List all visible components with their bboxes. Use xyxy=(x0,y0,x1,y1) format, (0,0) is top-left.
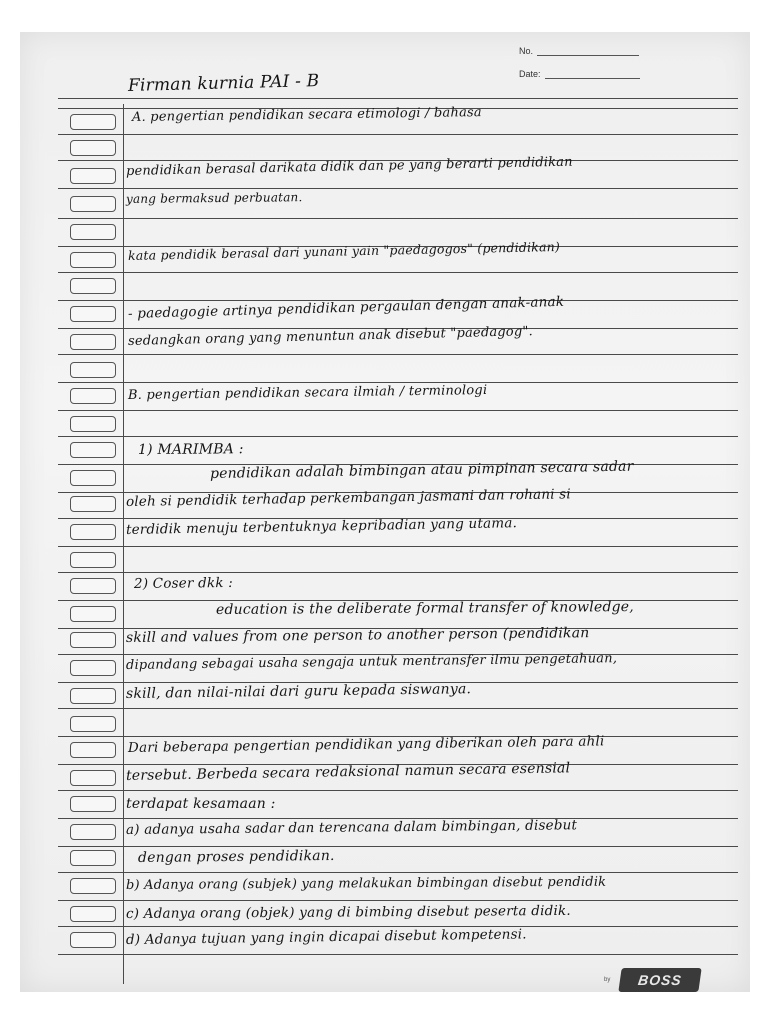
binding-hole xyxy=(70,496,116,512)
ruled-line xyxy=(58,134,738,135)
logo-prefix: by xyxy=(604,977,611,983)
binding-hole xyxy=(70,524,116,540)
brand-logo xyxy=(618,968,701,992)
note-line: yang bermaksud perbuatan. xyxy=(125,190,303,206)
binding-hole xyxy=(70,742,116,758)
ruled-line xyxy=(58,354,738,355)
note-line: dipandang sebagai usaha sengaja untuk mentransfer ilmu pengetahuan, xyxy=(125,651,618,673)
date-field xyxy=(519,69,541,79)
note-line: B. pengertian pendidikan secara ilmiah / terminologi xyxy=(127,382,488,403)
binding-hole xyxy=(70,688,116,704)
ruled-line xyxy=(58,572,738,573)
notebook-page xyxy=(20,32,750,992)
binding-hole xyxy=(70,552,116,568)
note-line: oleh si pendidik terhadap perkembangan jasmani dan rohani si xyxy=(125,486,571,510)
note-line: sedangkan orang yang menuntun anak disebut "paedagog". xyxy=(127,324,534,349)
binding-hole xyxy=(70,362,116,378)
ruled-line xyxy=(58,954,738,955)
binding-hole xyxy=(70,140,116,156)
note-line: b) Adanya orang (subjek) yang melakukan bimbingan disebut pendidik xyxy=(125,874,607,893)
ruled-line xyxy=(58,410,738,411)
author-title: Firman kurnia PAI - B xyxy=(127,70,320,96)
binding-hole xyxy=(70,278,116,294)
note-line: kata pendidik berasal dari yunani yain "paedagogos" (pendidikan) xyxy=(127,238,561,263)
note-line: a) adanya usaha sadar dan terencana dalam bimbingan, disebut xyxy=(125,817,578,838)
ruled-line xyxy=(58,272,738,273)
ruled-line xyxy=(58,436,738,437)
note-line: skill, dan nilai-nilai dari guru kepada siswanya. xyxy=(125,681,472,702)
note-line: d) Adanya tujuan yang ingin dicapai disebut kompetensi. xyxy=(125,926,527,948)
binding-hole xyxy=(70,578,116,594)
binding-hole xyxy=(70,824,116,840)
binding-hole xyxy=(70,114,116,130)
margin-line xyxy=(123,104,124,984)
note-line: terdidik menuju terbentuknya kepribadian yang utama. xyxy=(125,515,518,538)
binding-hole xyxy=(70,470,116,486)
ruled-line xyxy=(58,98,738,99)
binding-hole xyxy=(70,196,116,212)
binding-hole xyxy=(70,168,116,184)
note-line: skill and values from one person to another person (pendidikan xyxy=(125,625,590,646)
ruled-line xyxy=(58,708,738,709)
no-label: No. xyxy=(519,46,534,56)
note-line: dengan proses pendidikan. xyxy=(137,847,335,866)
binding-hole xyxy=(70,906,116,922)
binding-hole xyxy=(70,660,116,676)
note-line: - paedagogie artinya pendidikan pergaulan dengan anak-anak xyxy=(127,293,565,322)
binding-hole xyxy=(70,252,116,268)
note-line: c) Adanya orang (objek) yang di bimbing disebut peserta didik. xyxy=(125,902,571,922)
ruled-line xyxy=(58,900,738,901)
binding-hole xyxy=(70,416,116,432)
logo-text: BOSS xyxy=(637,972,683,988)
ruled-line xyxy=(58,926,738,927)
ruled-line xyxy=(58,846,738,847)
note-line: 1) MARIMBA : xyxy=(137,441,244,458)
ruled-line xyxy=(58,382,738,383)
note-line: pendidikan berasal darikata didik dan pe yang berarti pendidikan xyxy=(125,154,573,179)
ruled-line xyxy=(58,546,738,547)
binding-hole xyxy=(70,442,116,458)
binding-hole xyxy=(70,334,116,350)
no-field xyxy=(519,46,533,56)
binding-hole xyxy=(70,388,116,404)
note-line: pendidikan adalah bimbingan atau pimpinan secara sadar xyxy=(209,458,634,482)
note-line: tersebut. Berbeda secara redaksional namun secara esensial xyxy=(125,760,571,784)
binding-hole xyxy=(70,878,116,894)
date-label: Date: xyxy=(519,69,541,79)
binding-hole xyxy=(70,224,116,240)
ruled-line xyxy=(58,790,738,791)
binding-hole xyxy=(70,632,116,648)
binding-hole xyxy=(70,850,116,866)
ruled-line xyxy=(58,188,738,189)
ruled-line xyxy=(58,218,738,219)
binding-hole xyxy=(70,606,116,622)
note-line: A. pengertian pendidikan secara etimologi / bahasa xyxy=(131,105,482,125)
binding-hole xyxy=(70,932,116,948)
note-line: terdapat kesamaan : xyxy=(126,796,276,812)
note-line: education is the deliberate formal transfer of knowledge, xyxy=(215,599,634,618)
binding-hole xyxy=(70,716,116,732)
binding-hole xyxy=(70,770,116,786)
ruled-line xyxy=(58,872,738,873)
note-line: Dari beberapa pengertian pendidikan yang diberikan oleh para ahli xyxy=(127,733,605,756)
binding-hole xyxy=(70,306,116,322)
binding-hole xyxy=(70,796,116,812)
note-line: 2) Coser dkk : xyxy=(133,574,234,592)
